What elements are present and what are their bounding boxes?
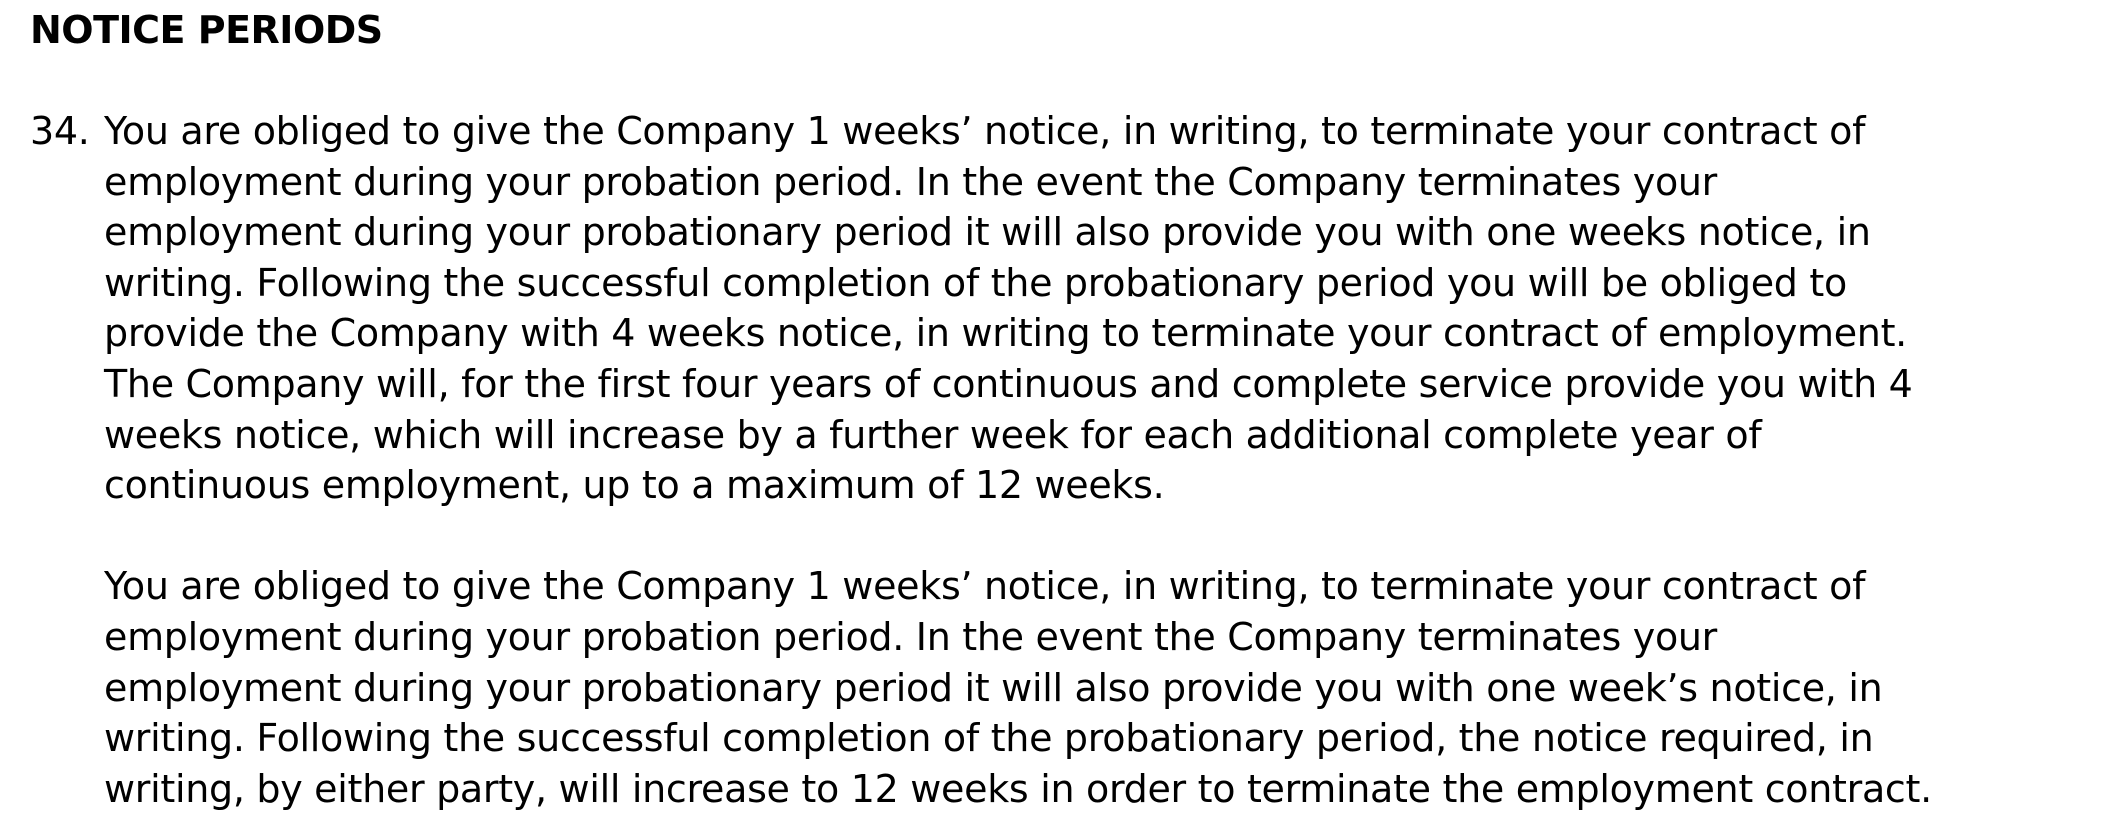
paragraph-line: employment during your probationary period it will also provide you with one week’s notice, in: [104, 665, 1883, 710]
paragraph-line: employment during your probation period. In the event the Company terminates your: [104, 614, 1718, 659]
paragraph-line: writing, by either party, will increase to 12 weeks in order to terminate the employment contract.: [104, 766, 1932, 811]
paragraph-line: You are obliged to give the Company 1 weeks’ notice, in writing, to terminate your contract of: [104, 109, 1866, 153]
paragraph-line: employment during your probationary period it will also provide you with one weeks notice, in: [104, 210, 1871, 255]
paragraph-line: weeks notice, which will increase by a further week for each additional complete year of: [104, 412, 1762, 457]
paragraph-2: [104, 561, 2090, 814]
paragraph-line: continuous employment, up to a maximum of 12 weeks.: [104, 463, 1165, 508]
clause-34: [30, 106, 2090, 814]
paragraph-line: employment during your probation period. In the event the Company terminates your: [104, 159, 1718, 204]
clause-number: 34.: [30, 109, 90, 153]
paragraph-spacer: [30, 511, 2090, 562]
paragraph-line: The Company will, for the first four years of continuous and complete service provide you with 4: [104, 361, 1913, 406]
paragraph-line: writing. Following the successful completion of the probationary period, the notice required, in: [104, 716, 1874, 761]
section-heading: NOTICE PERIODS: [30, 8, 383, 52]
paragraph-line: provide the Company with 4 weeks notice, in writing to terminate your contract of employment.: [104, 311, 1907, 356]
paragraph-line: You are obliged to give the Company 1 weeks’ notice, in writing, to terminate your contract of: [104, 564, 1866, 609]
paragraph-1: [104, 106, 2090, 511]
paragraph-line: writing. Following the successful completion of the probationary period you will be obliged to: [104, 260, 1847, 305]
